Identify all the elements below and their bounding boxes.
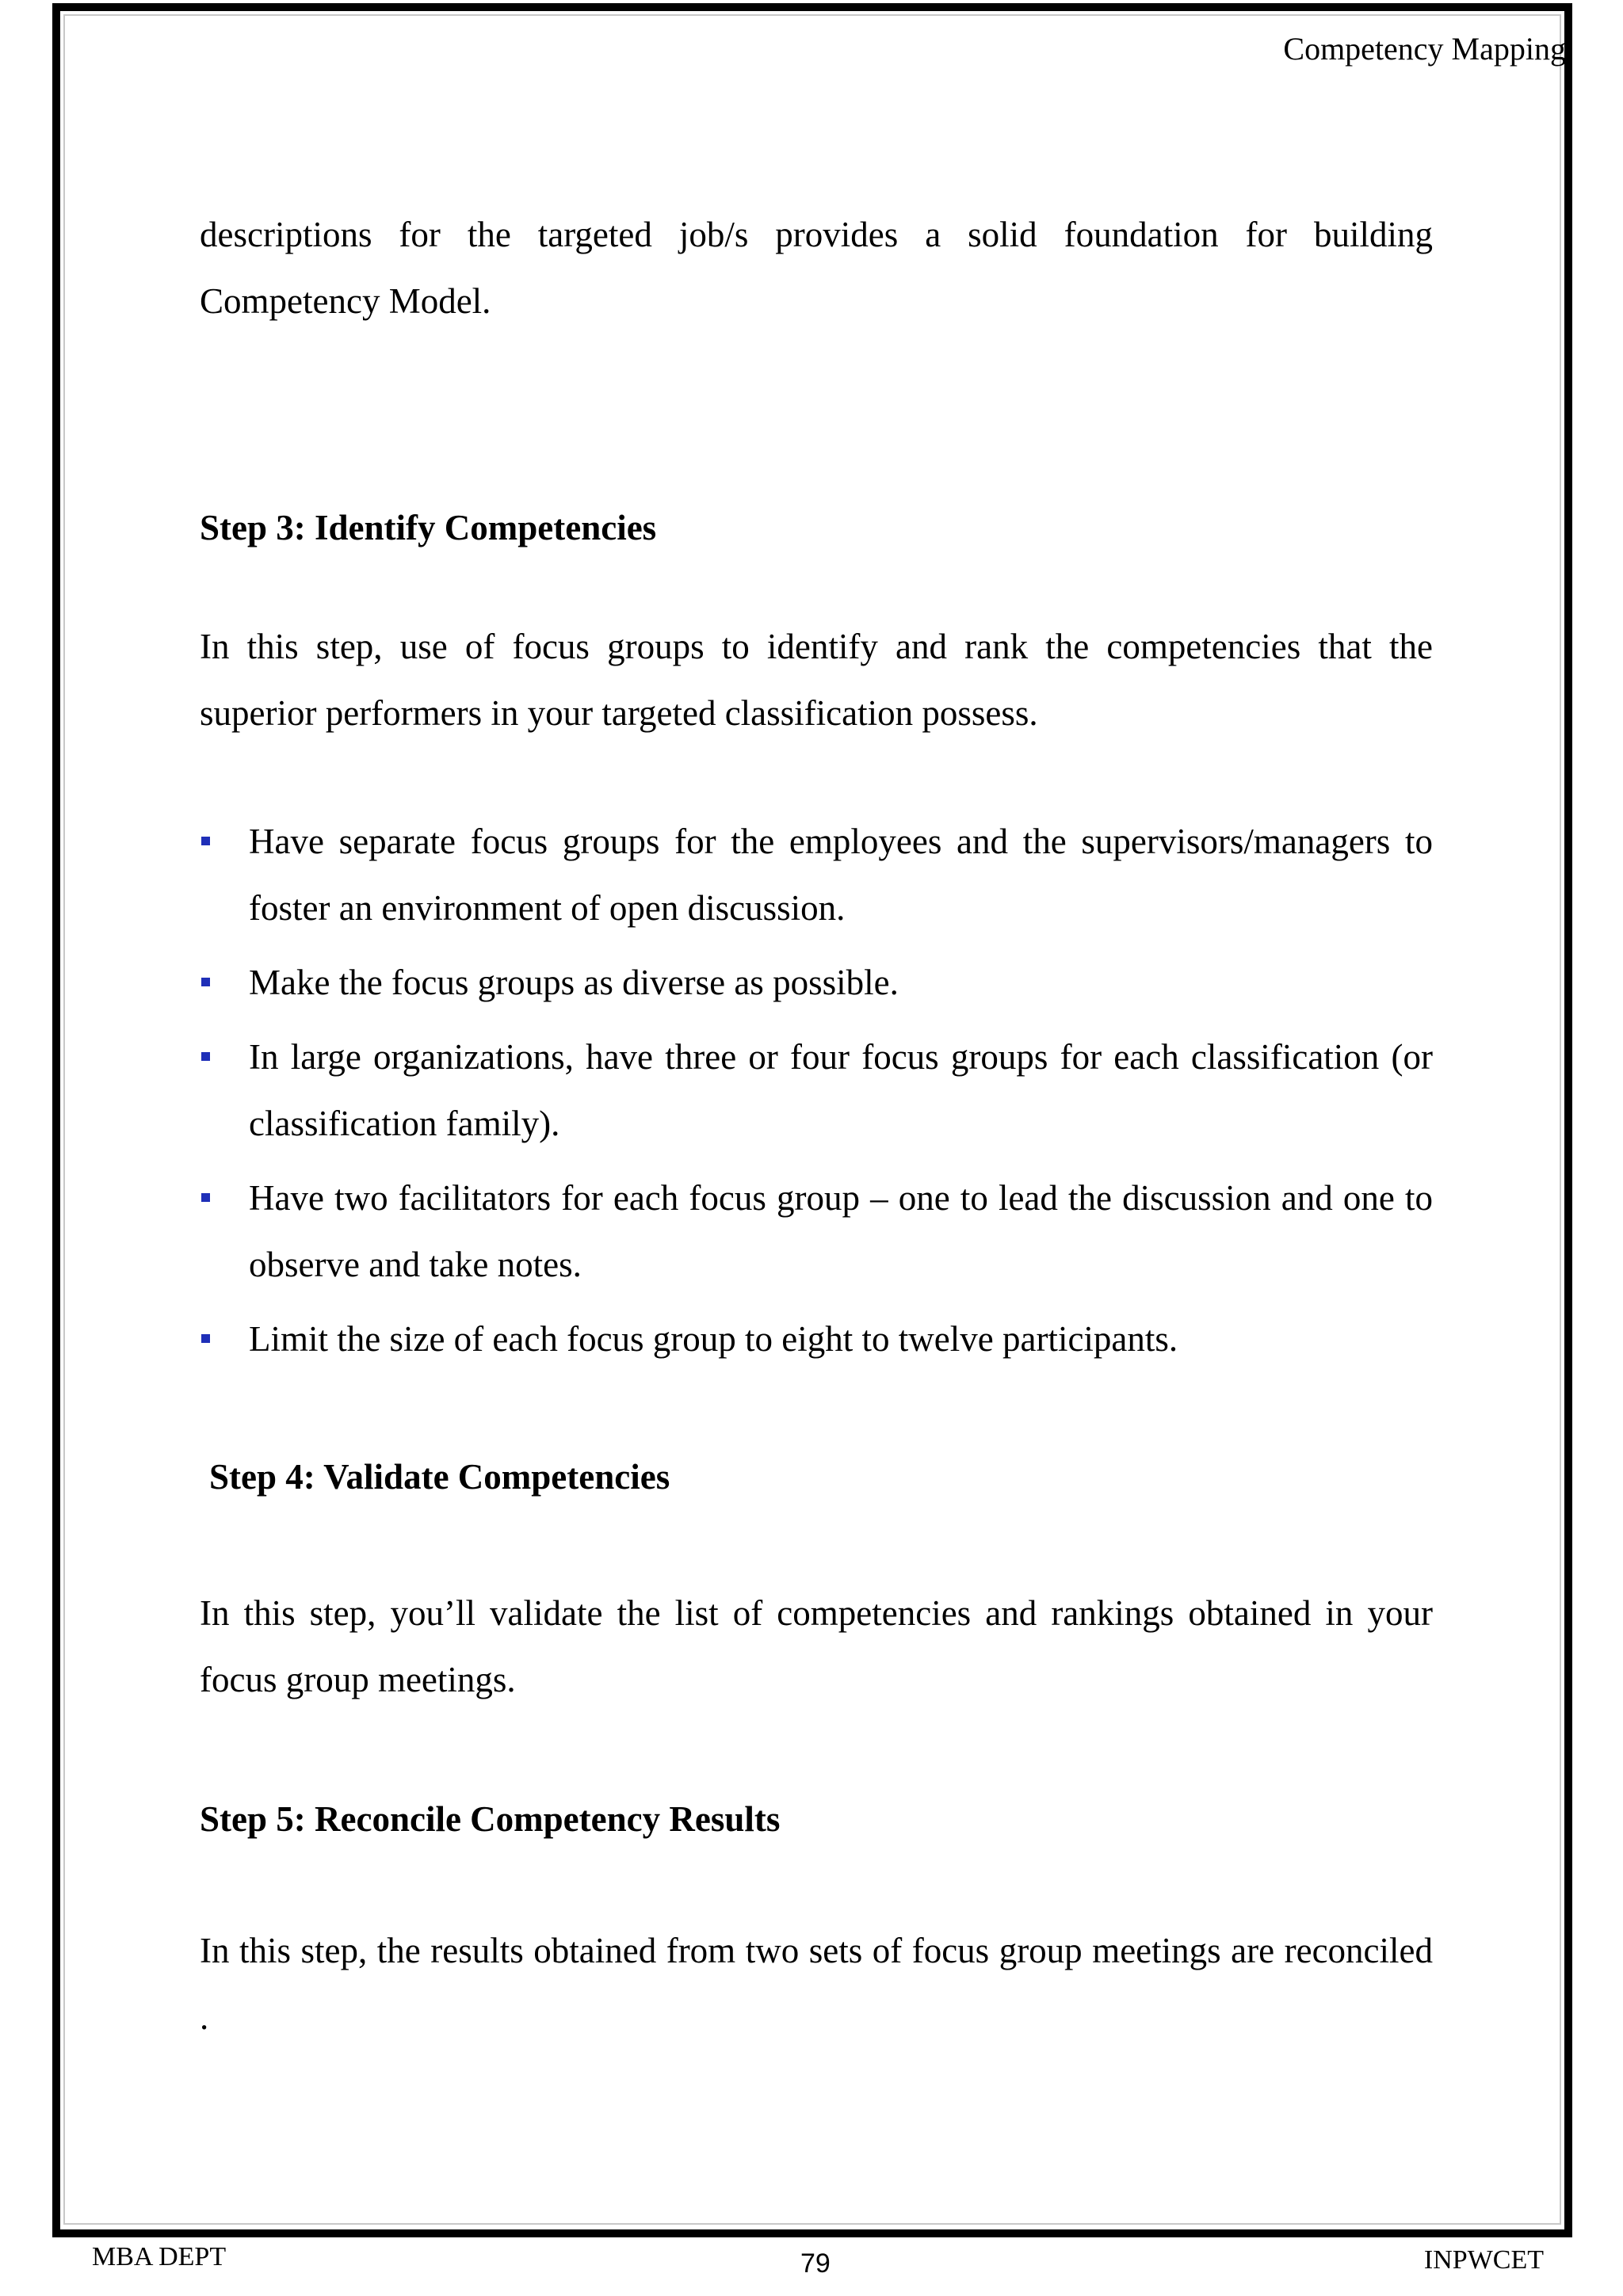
list-item: Have two facilitators for each focus group – one to lead the discussion and one to observe and take notes. — [200, 1165, 1433, 1298]
step5-paragraph: In this step, the results obtained from two sets of focus group meetings are reconciled . — [200, 1931, 1433, 2037]
square-bullet-icon — [201, 1334, 210, 1343]
running-header: Competency Mapping — [1283, 31, 1566, 67]
list-item: Have separate focus groups for the employees and the supervisors/managers to foster an environment of open discussion. — [200, 808, 1433, 941]
square-bullet-icon — [201, 1193, 210, 1202]
footer-institution: INPWCET — [1423, 2245, 1544, 2275]
list-item: In large organizations, have three or four focus groups for each classification (or classification family). — [200, 1024, 1433, 1157]
list-item: Make the focus groups as diverse as possible. — [200, 949, 1433, 1016]
step5-heading: Step 5: Reconcile Competency Results — [200, 1799, 781, 1839]
step3-paragraph: In this step, use of focus groups to identify and rank the competencies that the superior performers in your targeted classification possess. — [200, 627, 1433, 733]
square-bullet-icon — [201, 978, 210, 986]
square-bullet-icon — [201, 837, 210, 845]
page-number: 79 — [800, 2248, 831, 2279]
footer-department: MBA DEPT — [92, 2242, 227, 2271]
square-bullet-icon — [201, 1052, 210, 1061]
intro-paragraph: descriptions for the targeted job/s provides a solid foundation for building Competency Model. — [200, 215, 1433, 321]
step4-heading: Step 4: Validate Competencies — [209, 1457, 670, 1497]
step3-heading: Step 3: Identify Competencies — [200, 508, 657, 547]
step4-paragraph: In this step, you’ll validate the list of competencies and rankings obtained in your focus group meetings. — [200, 1593, 1433, 1699]
list-item: Limit the size of each focus group to eight to twelve participants. — [200, 1306, 1433, 1372]
step3-bullet-list — [200, 808, 1433, 1380]
